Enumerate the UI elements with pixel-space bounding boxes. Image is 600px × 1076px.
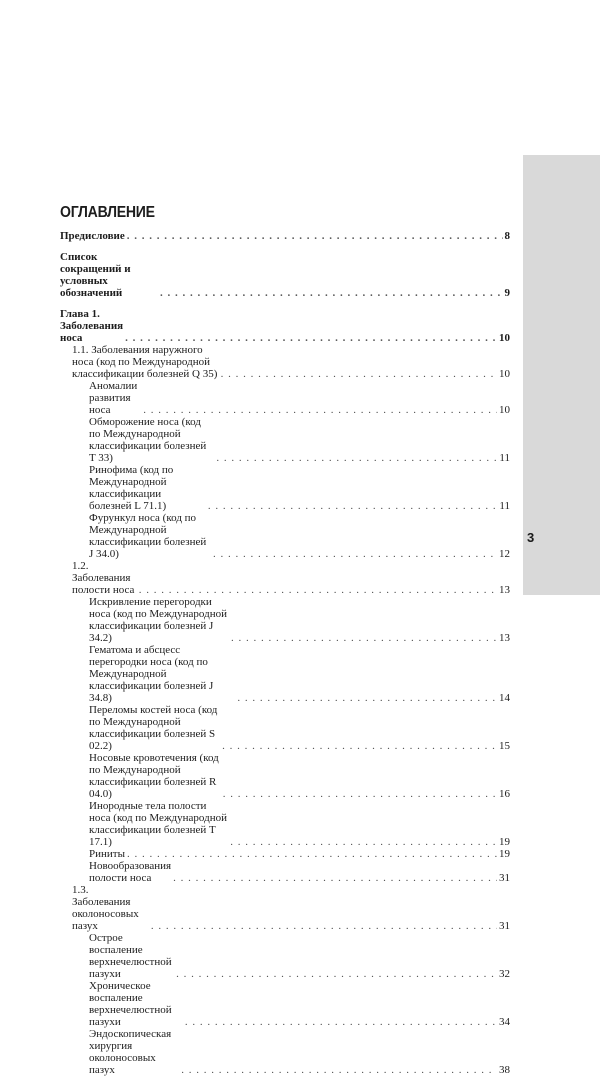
- toc-entry-page: 13: [499, 632, 510, 644]
- toc-entry-page: 38: [499, 1064, 510, 1076]
- toc-entry-page: 10: [499, 332, 510, 344]
- toc-dot-leader: [213, 548, 497, 560]
- toc-entry-label: Переломы костей носа (код по Международной классификации болезней S 02.2): [89, 704, 218, 752]
- toc-entry-label: Носовые кровотечения (код по Международной классификации болезней R 04.0): [89, 752, 219, 800]
- toc-entry[interactable]: [60, 1028, 510, 1076]
- toc-dot-leader: [237, 692, 497, 704]
- toc-entry-label: 1.2. Заболевания полости носа: [72, 560, 135, 596]
- toc-entry-page: 12: [499, 548, 510, 560]
- toc-entry-page: 32: [499, 968, 510, 980]
- toc-entry-page: 10: [499, 368, 510, 380]
- toc-dot-leader: [160, 287, 503, 299]
- toc-entry-page: 9: [504, 287, 510, 299]
- toc-entry-page: 8: [504, 230, 510, 242]
- toc-dot-leader: [181, 1064, 497, 1076]
- toc-entry-page: 19: [499, 836, 510, 848]
- toc-dot-leader: [185, 1016, 497, 1028]
- toc-entry-label: Ринофима (код по Международной классификации болезней L 71.1): [89, 464, 174, 512]
- toc-entry-label: Фурункул носа (код по Международной классификации болезней J 34.0): [89, 512, 207, 560]
- toc-dot-leader: [173, 872, 497, 884]
- toc-entry-label: Предисловие: [60, 230, 125, 242]
- toc-entry[interactable]: [60, 512, 510, 560]
- toc-entry-page: 19: [499, 848, 510, 860]
- toc-entry[interactable]: [60, 596, 510, 644]
- toc-dot-leader: [208, 500, 498, 512]
- toc-entry-label: Список сокращений и условных обозначений: [60, 251, 131, 299]
- toc-dot-leader: [223, 788, 497, 800]
- page-number: 3: [527, 530, 535, 545]
- toc-entry[interactable]: [60, 344, 510, 380]
- toc-dot-leader: [221, 368, 497, 380]
- toc-entry[interactable]: [60, 416, 510, 464]
- toc-entry[interactable]: [60, 884, 510, 932]
- toc-entry[interactable]: [60, 251, 510, 299]
- toc-entry-label: Искривление перегородки носа (код по Международной классификации болезней J 34.2): [89, 596, 227, 644]
- toc-dot-leader: [127, 848, 497, 860]
- toc-dot-leader: [151, 920, 497, 932]
- toc-entry-label: 1.1. Заболевания наружного носа (код по Международной классификации болезней Q 35): [72, 344, 218, 380]
- toc-entry-page: 10: [499, 404, 510, 416]
- toc-entry-label: Инородные тела полости носа (код по Международной классификации болезней T 17.1): [89, 800, 227, 848]
- toc-entry[interactable]: [60, 308, 510, 344]
- toc-entry-page: 13: [499, 584, 510, 596]
- toc-entry-label: Аномалии развития носа: [89, 380, 138, 416]
- toc-dot-leader: [230, 836, 497, 848]
- toc-entry[interactable]: [60, 752, 510, 800]
- toc-dot-leader: [216, 452, 497, 464]
- toc-entry-label: 1.3. Заболевания околоносовых пазух: [72, 884, 139, 932]
- toc-entry-label: Новообразования полости носа: [89, 860, 172, 884]
- toc-dot-leader: [222, 740, 497, 752]
- toc-entry[interactable]: [60, 860, 510, 884]
- toc-title: ОГЛАВЛЕНИЕ: [60, 204, 155, 221]
- toc-entry[interactable]: [60, 464, 510, 512]
- section-thumb-tab: [523, 155, 600, 595]
- toc-dot-leader: [139, 584, 497, 596]
- toc-entry[interactable]: [60, 932, 510, 980]
- toc-entry-page: 11: [499, 452, 510, 464]
- toc-dot-leader: [231, 632, 497, 644]
- toc-entry[interactable]: [60, 980, 510, 1028]
- toc-entry[interactable]: [60, 800, 510, 848]
- toc-entry-page: 16: [499, 788, 510, 800]
- toc-entry[interactable]: [60, 230, 510, 242]
- toc-entry-page: 14: [499, 692, 510, 704]
- toc-entry-label: Обморожение носа (код по Международной классификации болезней T 33): [89, 416, 207, 464]
- toc-entry-label: Эндоскопическая хирургия околоносовых пазух: [89, 1028, 172, 1076]
- toc-entry-page: 31: [499, 872, 510, 884]
- toc-entry[interactable]: [60, 848, 510, 860]
- toc-dot-leader: [143, 404, 497, 416]
- table-of-contents: [60, 224, 510, 1076]
- toc-entry-label: Глава 1. Заболевания носа: [60, 308, 124, 344]
- toc-entry-page: 31: [499, 920, 510, 932]
- toc-entry[interactable]: [60, 380, 510, 416]
- toc-dot-leader: [125, 332, 497, 344]
- toc-entry-label: Острое воспаление верхнечелюстной пазухи: [89, 932, 172, 980]
- toc-entry[interactable]: [60, 704, 510, 752]
- toc-entry-label: Риниты: [89, 848, 125, 860]
- toc-dot-leader: [127, 230, 503, 242]
- toc-dot-leader: [176, 968, 497, 980]
- toc-entry[interactable]: [60, 560, 510, 596]
- toc-entry-label: Гематома и абсцесс перегородки носа (код по Международной классификации болезней J 34.8): [89, 644, 214, 704]
- toc-entry-page: 15: [499, 740, 510, 752]
- toc-entry-page: 11: [499, 500, 510, 512]
- toc-entry-label: Хроническое воспаление верхнечелюстной пазухи: [89, 980, 172, 1028]
- toc-entry[interactable]: [60, 644, 510, 704]
- toc-entry-page: 34: [499, 1016, 510, 1028]
